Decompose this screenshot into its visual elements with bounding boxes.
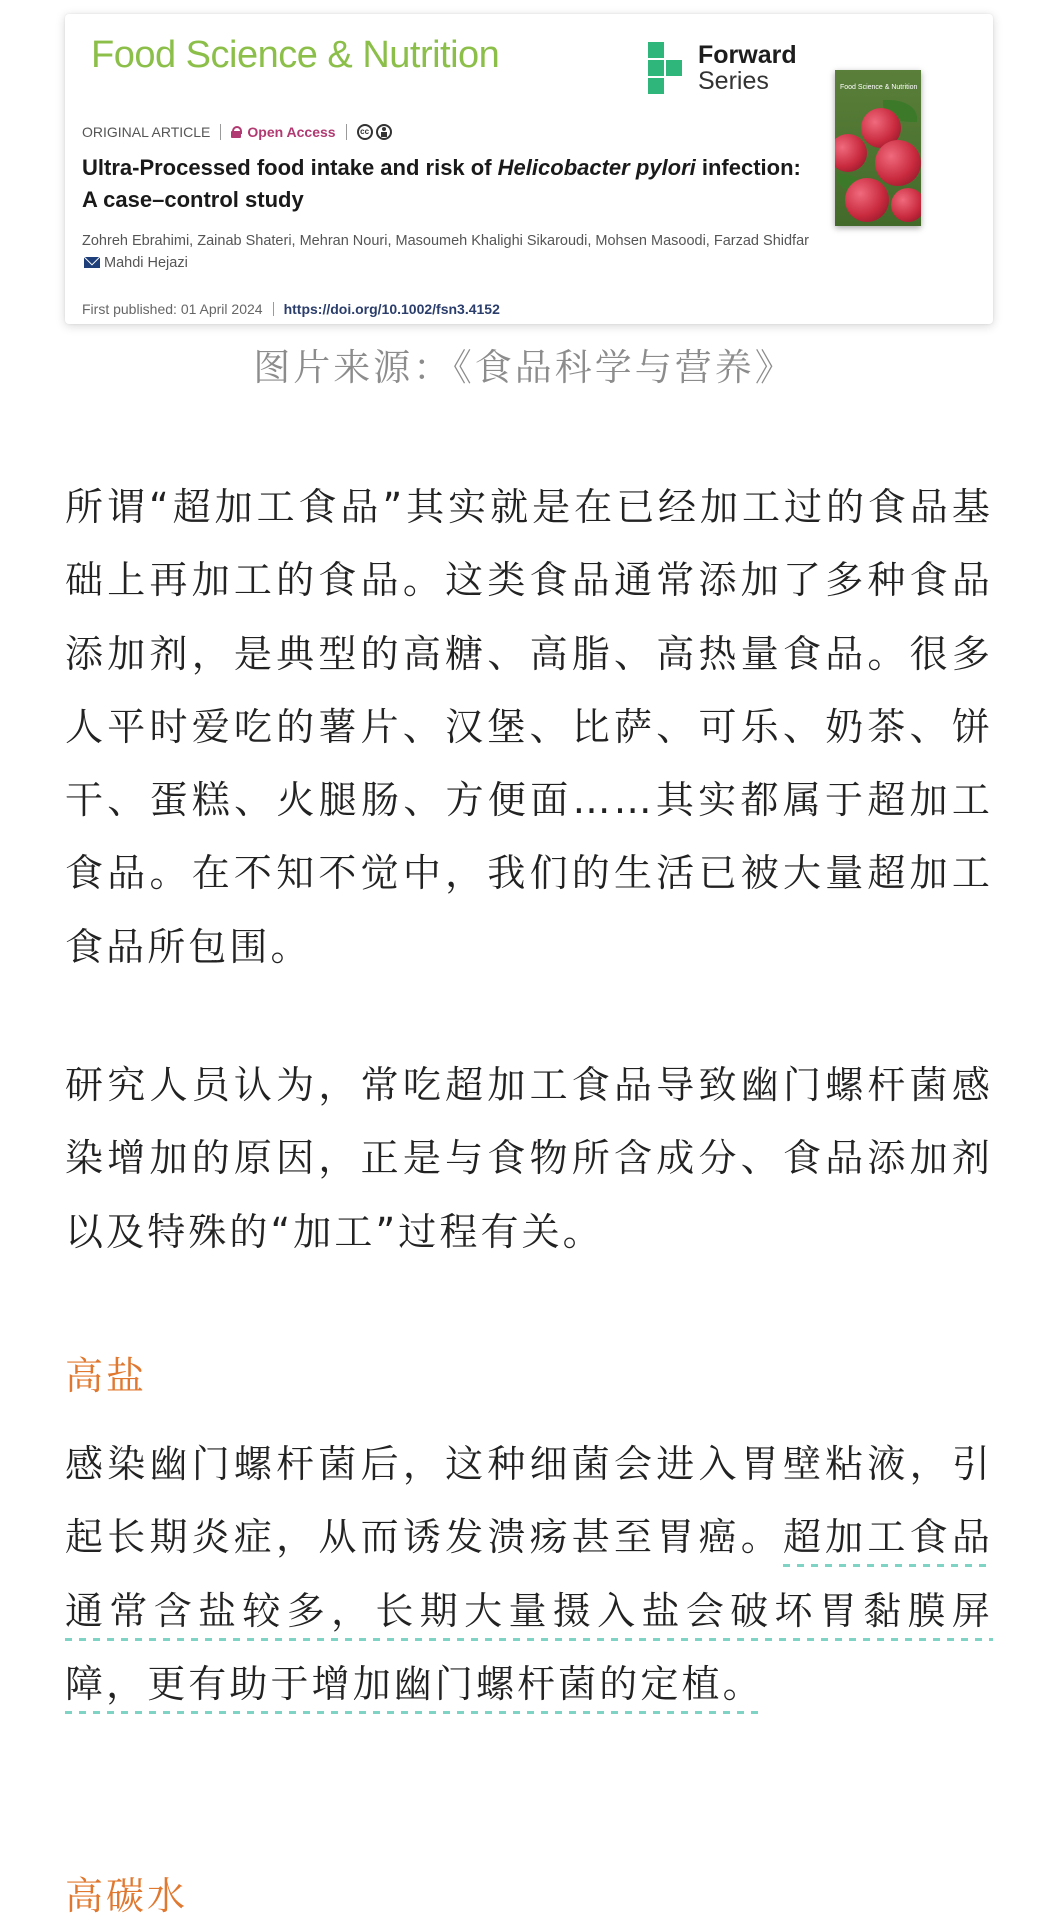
doi-link[interactable]: https://doi.org/10.1002/fsn3.4152 bbox=[283, 301, 500, 317]
creative-commons-icon: cc bbox=[357, 124, 373, 140]
paragraph-ultra-processed-definition: 所谓“超加工食品”其实就是在已经加工过的食品基础上再加工的食品。这类食品通常添加了多种食品添加剂，是典型的高糖、高脂、高热量食品。很多人平时爱吃的薯片、汉堡、比萨、可乐、奶茶、饼干、蛋糕、火腿肠、方便面……其实都属于超加工食品。在不知不觉中，我们的生活已被大量超加工食品所包围。 bbox=[65, 485, 993, 969]
journal-title: Food Science & Nutrition bbox=[91, 34, 500, 76]
high-salt-highlighted-text: 超加工食品通常含盐较多，长期大量摄入盐会破坏胃黏膜屏障，更有助于增加幽门螺杆菌的定植。 bbox=[65, 1515, 993, 1714]
corresponding-author-mail-icon[interactable] bbox=[84, 257, 100, 268]
high-salt-plain-text: 感染幽门螺杆菌后，这种细菌会进入胃壁粘液，引起长期炎症，从而诱发溃疡甚至胃癌。 bbox=[65, 1442, 993, 1560]
forward-series-logo bbox=[648, 28, 798, 98]
forward-series-line2: Series bbox=[698, 67, 769, 95]
article-type: ORIGINAL ARTICLE bbox=[82, 124, 211, 140]
image-caption: 图片来源：《食品科学与营养》 bbox=[253, 346, 795, 389]
lock-icon bbox=[231, 126, 241, 138]
journal-cover-image bbox=[835, 70, 921, 226]
journal-article-card bbox=[65, 14, 993, 324]
paragraph-research-cause: 研究人员认为，常吃超加工食品导致幽门螺杆菌感染增加的原因，正是与食物所含成分、食品添加剂以及特殊的“加工”过程有关。 bbox=[65, 1063, 993, 1254]
cover-journal-label: Food Science & Nutrition bbox=[840, 84, 918, 91]
attribution-icon bbox=[376, 124, 392, 140]
authors-text[interactable]: Zohreh Ebrahimi, Zainab Shateri, Mehran Nouri, Masoumeh Khalighi Sikaroudi, Mohsen Masoodi, Farzad Shidfar bbox=[82, 233, 809, 249]
forward-series-mark-icon bbox=[648, 42, 684, 96]
forward-series-line1: Forward bbox=[698, 41, 797, 69]
section-heading-high-carbohydrate: 高碳水 bbox=[65, 1874, 189, 1918]
article-title[interactable]: Ultra-Processed food intake and risk of Helicobacter pylori infection: A case–control study bbox=[82, 155, 801, 212]
article-meta-row bbox=[82, 120, 392, 144]
paragraph-high-salt bbox=[65, 1428, 993, 1721]
publication-info-row bbox=[82, 301, 500, 317]
open-access-badge[interactable]: Open Access bbox=[247, 124, 336, 140]
section-heading-high-salt: 高盐 bbox=[65, 1354, 148, 1398]
last-author[interactable]: Mahdi Hejazi bbox=[104, 255, 188, 271]
author-list bbox=[82, 230, 822, 274]
first-published-date: First published: 01 April 2024 bbox=[82, 301, 263, 317]
